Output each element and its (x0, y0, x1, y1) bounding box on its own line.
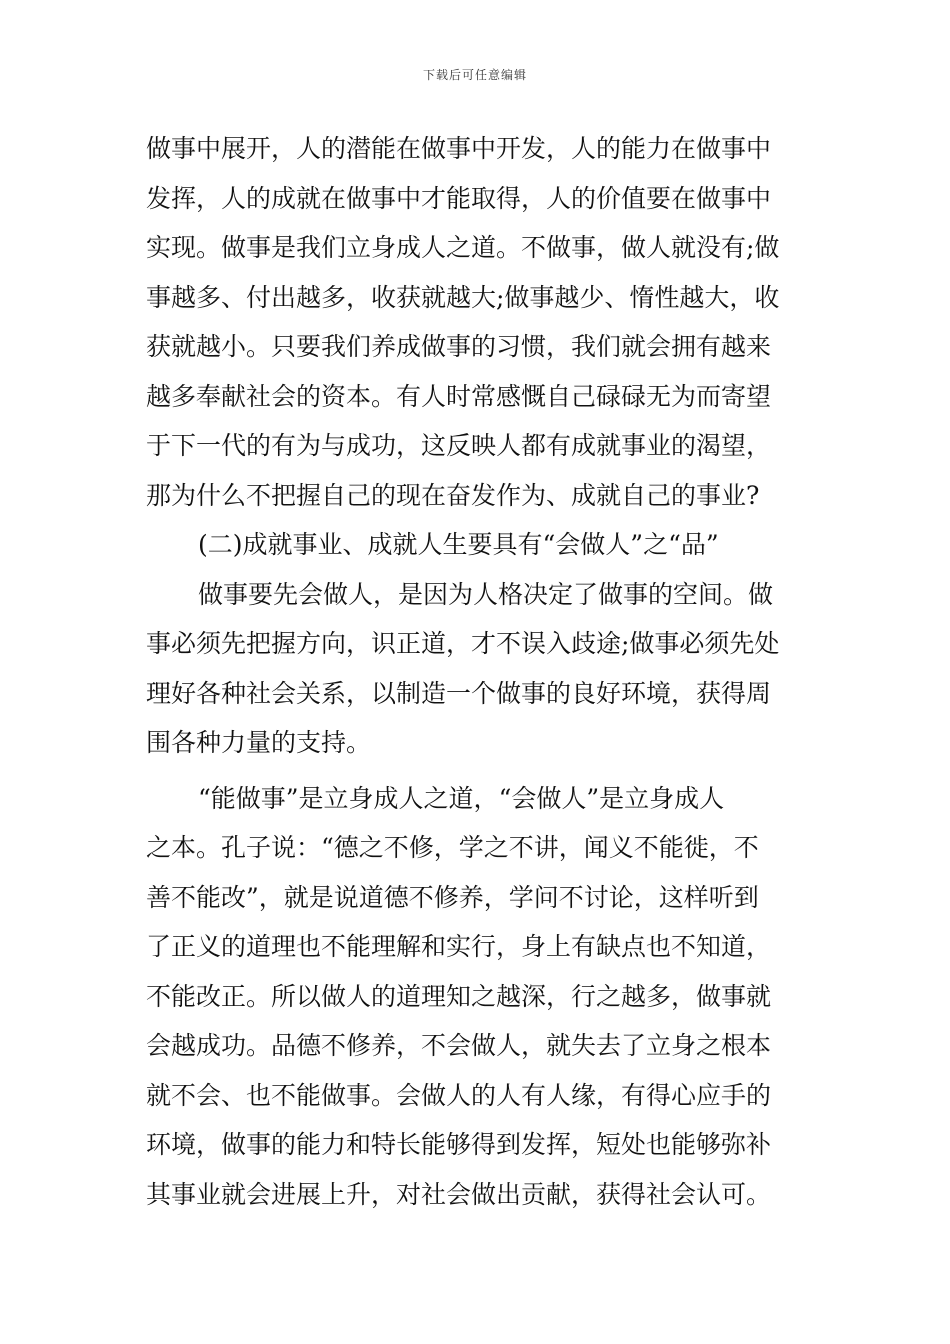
paragraph-first-line: “能做事”是立身成人之道，“会做人”是立身成人 (198, 783, 725, 813)
text-line: 善不能改”，就是说道德不修养，学问不讨论，这样听到 (146, 882, 759, 912)
document-body (146, 124, 811, 1219)
text-line: 理好各种社会关系，以制造一个做事的良好环境，获得周 (146, 678, 772, 708)
text-line: 发挥，人的成就在做事中才能取得，人的价值要在做事中 (146, 183, 772, 213)
text-line: 做事中展开，人的潜能在做事中开发，人的能力在做事中 (146, 134, 772, 163)
text-line: 获就越小。只要我们养成做事的习惯，我们就会拥有越来 (146, 332, 772, 361)
text-line: 之本。孔子说：“德之不修，学之不讲，闻义不能徙，不 (146, 833, 759, 862)
text-line: 了正义的道理也不能理解和实行，身上有缺点也不知道， (146, 932, 772, 961)
page-header-note: 下载后可任意编辑 (422, 68, 527, 82)
text-line: 越多奉献社会的资本。有人时常感慨自己碌碌无为而寄望 (146, 381, 772, 411)
text-line: 事必须先把握方向，识正道，才不误入歧途;做事必须先处 (146, 629, 780, 658)
text-line: 会越成功。品德不修养，不会做人，就失去了立身之根本 (146, 1031, 772, 1060)
text-line: 事越多、付出越多，收获就越大;做事越少、惰性越大，收 (146, 282, 780, 312)
text-line: 其事业就会进展上升，对社会做出贡献，获得社会认可。 (146, 1179, 772, 1209)
text-line: 那为什么不把握自己的现在奋发作为、成就自己的事业? (146, 480, 760, 510)
text-line: 实现。做事是我们立身成人之道。不做事，做人就没有;做 (146, 233, 780, 262)
text-line: 围各种力量的支持。 (146, 728, 372, 757)
section-heading: (二)成就事业、成就人生要具有“会做人”之“品” (198, 530, 719, 559)
text-line: 于下一代的有为与成功，这反映人都有成就事业的渴望， (146, 431, 772, 460)
text-line: 环境，做事的能力和特长能够得到发挥，短处也能够弥补 (146, 1130, 772, 1159)
text-line: 就不会、也不能做事。会做人的人有人缘，有得心应手的 (146, 1080, 772, 1110)
text-line: 不能改正。所以做人的道理知之越深，行之越多，做事就 (146, 981, 772, 1011)
paragraph-first-line: 做事要先会做人，是因为人格决定了做事的空间。做 (198, 579, 774, 609)
